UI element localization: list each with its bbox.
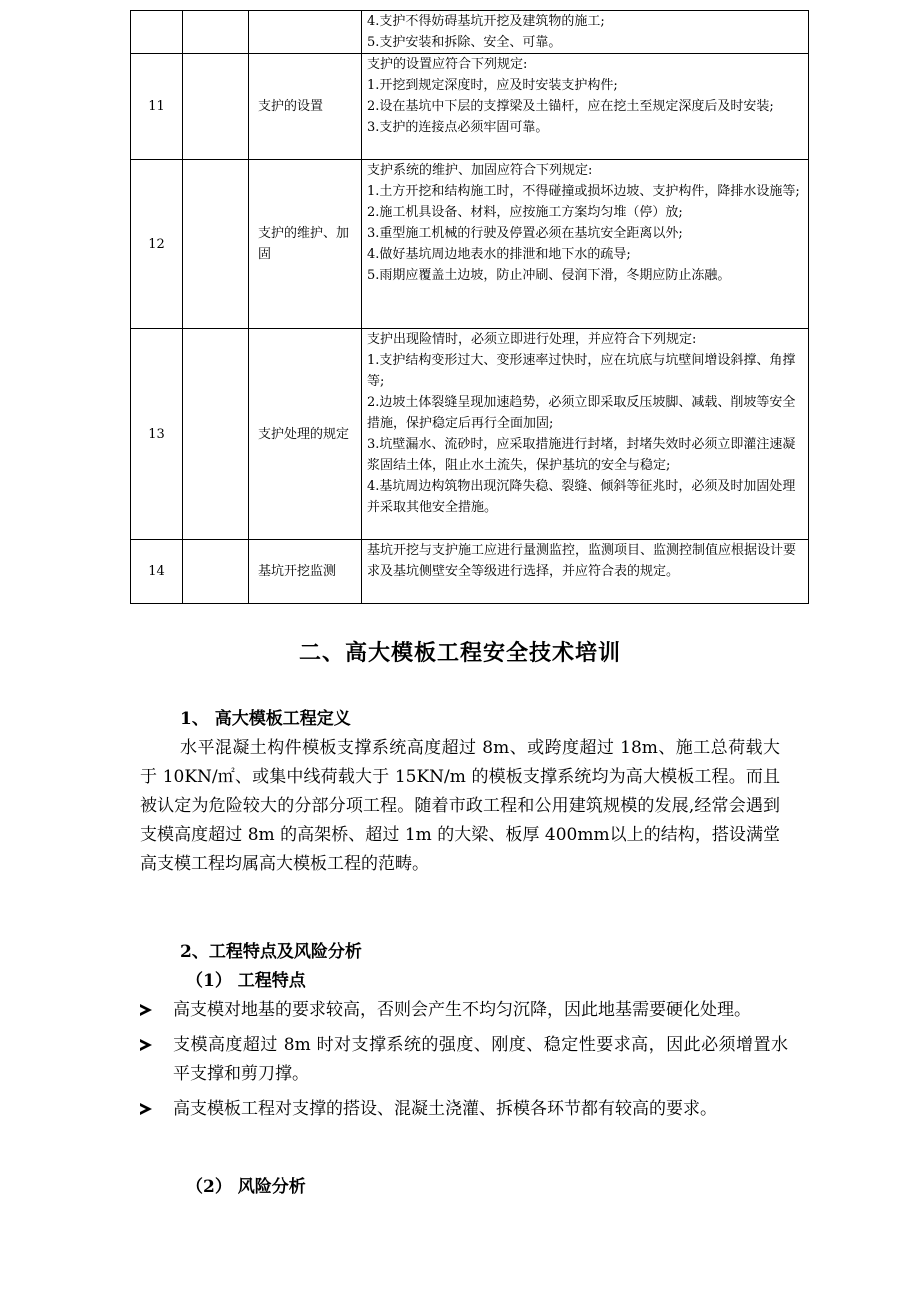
- row-requirements: [362, 329, 809, 540]
- requirement-line: 5.支护安装和拆除、安全、可靠。: [367, 35, 562, 50]
- arrow-bullet-icon: [140, 1103, 152, 1115]
- list-item-text: 高支模对地基的要求较高，否则会产生不均匀沉降，因此地基需要硬化处理。: [173, 1000, 751, 1020]
- list-item-text: 高支模板工程对支撑的搭设、混凝土浇灌、拆模各环节都有较高的要求。: [173, 1099, 717, 1119]
- requirement-line: 4.基坑周边构筑物出现沉降失稳、裂缝、倾斜等征兆时，必须及时加固处理并采取其他安全措施。: [367, 479, 796, 515]
- row-requirements: [362, 11, 809, 54]
- requirement-line: 支护系统的维护、加固应符合下列规定:: [367, 163, 593, 178]
- table-row: [131, 54, 809, 160]
- table-row: [131, 540, 809, 604]
- row-number: 13: [131, 329, 183, 540]
- row-number: [131, 11, 183, 54]
- requirement-line: 2.设在基坑中下层的支撑梁及土锚杆，应在挖土至规定深度后及时安装;: [367, 99, 774, 114]
- list-item: [138, 1095, 788, 1124]
- row-item-name: 支护处理的规定: [249, 329, 362, 540]
- arrow-bullet-icon: [140, 1004, 152, 1016]
- requirement-line: 1.土方开挖和结构施工时，不得碰撞或损坏边坡、支护构件，降排水设施等;: [367, 184, 800, 199]
- row-item-name: 支护的设置: [249, 54, 362, 160]
- table-row: [131, 160, 809, 329]
- list-item-text: 支模高度超过 8m 时对支撑系统的强度、刚度、稳定性要求高，因此必须增置水平支撑和剪刀撑。: [173, 1035, 788, 1084]
- requirement-line: 支护出现险情时，必须立即进行处理，并应符合下列规定:: [367, 332, 697, 347]
- requirement-line: 2.边坡土体裂缝呈现加速趋势，必须立即采取反压坡脚、减载、削坡等安全措施，保护稳定后再行全面加固;: [367, 395, 796, 431]
- list-item: [138, 1031, 788, 1089]
- definition-paragraph: 水平混凝土构件模板支撑系统高度超过 8m、或跨度超过 18m、施工总荷载大于 10KN/㎡、或集中线荷载大于 15KN/m 的模板支撑系统均为高大模板工程。而且被认定为危险较大的分部分项工程。随着市政工程和公用建筑规模的发展,经常会遇到支模高度超过 8m 的高架桥、超过 1m 的大梁、板厚 400mm以上的结构，搭设满堂高支模工程均属高大模板工程的范畴。: [140, 738, 780, 874]
- row-blank-cell: [183, 329, 249, 540]
- risk-subheading: （2） 风险分析: [186, 1177, 306, 1197]
- features-subheading: （1） 工程特点: [186, 971, 306, 991]
- requirement-line: 3.支护的连接点必须牢固可靠。: [367, 120, 549, 135]
- row-requirements: [362, 54, 809, 160]
- requirement-line: 1.支护结构变形过大、变形速率过快时，应在坑底与坑壁间增设斜撑、角撑等;: [367, 353, 796, 389]
- features-risk-heading: 2、工程特点及风险分析: [180, 942, 362, 962]
- list-item: [138, 996, 788, 1025]
- requirement-line: 3.坑壁漏水、流砂时，应采取措施进行封堵，封堵失效时必须立即灌注速凝浆固结土体，阻止水土流失，保护基坑的安全与稳定;: [367, 437, 796, 473]
- row-item-name: 基坑开挖监测: [249, 540, 362, 604]
- arrow-bullet-icon: [140, 1039, 152, 1051]
- safety-requirements-table: [130, 10, 809, 604]
- row-requirements: [362, 160, 809, 329]
- requirement-line: 3.重型施工机械的行驶及停置必须在基坑安全距离以外;: [367, 226, 683, 241]
- row-item-name: 支护的维护、加固: [249, 160, 362, 329]
- row-item-name: [249, 11, 362, 54]
- requirement-line: 2.施工机具设备、材料，应按施工方案均匀堆（停）放;: [367, 205, 683, 220]
- features-list: [138, 996, 788, 1130]
- requirement-line: 5.雨期应覆盖土边坡，防止冲刷、侵润下滑，冬期应防止冻融。: [367, 268, 731, 283]
- row-blank-cell: [183, 11, 249, 54]
- table-row: [131, 329, 809, 540]
- requirement-line: 基坑开挖与支护施工应进行量测监控，监测项目、监测控制值应根据设计要求及基坑侧壁安全等级进行选择，并应符合表的规定。: [367, 543, 797, 579]
- requirement-line: 4.做好基坑周边地表水的排泄和地下水的疏导;: [367, 247, 631, 262]
- row-number: 14: [131, 540, 183, 604]
- requirement-line: 4.支护不得妨碍基坑开挖及建筑物的施工;: [367, 14, 605, 29]
- requirement-line: 支护的设置应符合下列规定:: [367, 57, 528, 72]
- row-requirements: [362, 540, 809, 604]
- requirement-line: 1.开挖到规定深度时，应及时安装支护构件;: [367, 78, 618, 93]
- row-blank-cell: [183, 160, 249, 329]
- definition-heading: 1、 高大模板工程定义: [180, 709, 351, 729]
- row-number: 11: [131, 54, 183, 160]
- section-title: 二、高大模板工程安全技术培训: [298, 640, 621, 666]
- row-blank-cell: [183, 54, 249, 160]
- table-row: [131, 11, 809, 54]
- row-blank-cell: [183, 540, 249, 604]
- row-number: 12: [131, 160, 183, 329]
